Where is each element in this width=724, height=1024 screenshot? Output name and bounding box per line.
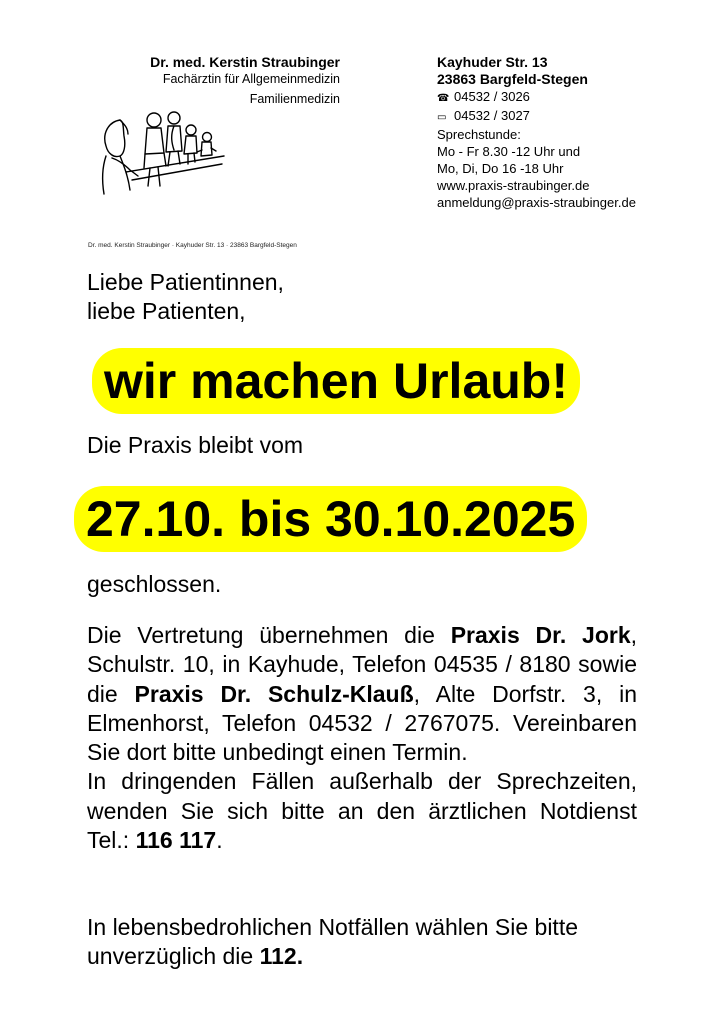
city: 23863 Bargfeld-Stegen [437,71,588,87]
date-range-wrap [74,486,587,552]
phone-number: 04532 / 3026 [454,89,530,104]
substitute-paragraph [87,621,637,767]
body-text [87,621,637,855]
specialty-line-1: Fachärztin für Allgemeinmedizin [162,72,340,86]
family-drawing-logo [98,106,226,202]
emergency-number: 116 117 [135,827,217,854]
body-text-4: In dringenden Fällen außerhalb der Sprechzeiten, wenden Sie sich bitte an den ärztlichen Notdienst Tel.: [87,768,637,854]
emergency-service-paragraph [87,767,637,855]
specialty-line-2: Familienmedizin [249,92,340,106]
salutation [87,268,284,326]
hours-line-1: Mo - Fr 8.30 -12 Uhr und [437,144,581,159]
doctor-name: Dr. med. Kerstin Straubinger [150,54,340,70]
final-paragraph [87,913,647,972]
phone-icon: ☎ [437,93,450,104]
body-text-5: . [216,827,223,854]
fax-number: 04532 / 3027 [454,108,530,123]
practice-contact [437,54,636,211]
street: Kayhuder Str. 13 [437,54,548,70]
website: www.praxis-straubinger.de [437,178,590,193]
salutation-line-2: liebe Patienten, [87,298,246,324]
phone-line [437,88,636,107]
date-range: 27.10. bis 30.10.2025 [74,486,587,552]
body-text-3: , Alte Dorfstr. 3, in Elmenhorst, Telefon 04532 / 2767075. Vereinbaren Sie dort bitte unbedingt einen Termin. [87,680,637,766]
salutation-line-1: Liebe Patientinnen, [87,269,284,295]
headline-wrap [92,348,580,414]
hours-label: Sprechstunde: [437,127,521,142]
practice-jork: Praxis Dr. Jork [450,622,631,648]
intro-text: Die Praxis bleibt vom [87,432,304,458]
email: anmeldung@praxis-straubinger.de [437,195,636,210]
closed-text: geschlossen. [87,571,222,597]
body-text-2: , Schulstr. 10, in Kayhude, Telefon 04535 / 8180 sowie die [87,622,637,707]
fax-icon: ▭ [437,112,447,123]
emergency-112: 112. [259,943,304,970]
fax-line [437,107,636,126]
hours-line-2: Mo, Di, Do 16 -18 Uhr [437,161,564,176]
body-text-1: Die Vertretung übernehmen die [87,622,451,648]
practice-schulz-klauss: Praxis Dr. Schulz-Klauß [134,680,414,707]
final-text: In lebensbedrohlichen Notfällen wählen Sie bitte unverzüglich die [87,914,578,970]
sender-line: Dr. med. Kerstin Straubinger · Kayhuder Str. 13 · 23863 Bargfeld-Stegen [88,242,297,249]
headline: wir machen Urlaub! [92,348,580,414]
